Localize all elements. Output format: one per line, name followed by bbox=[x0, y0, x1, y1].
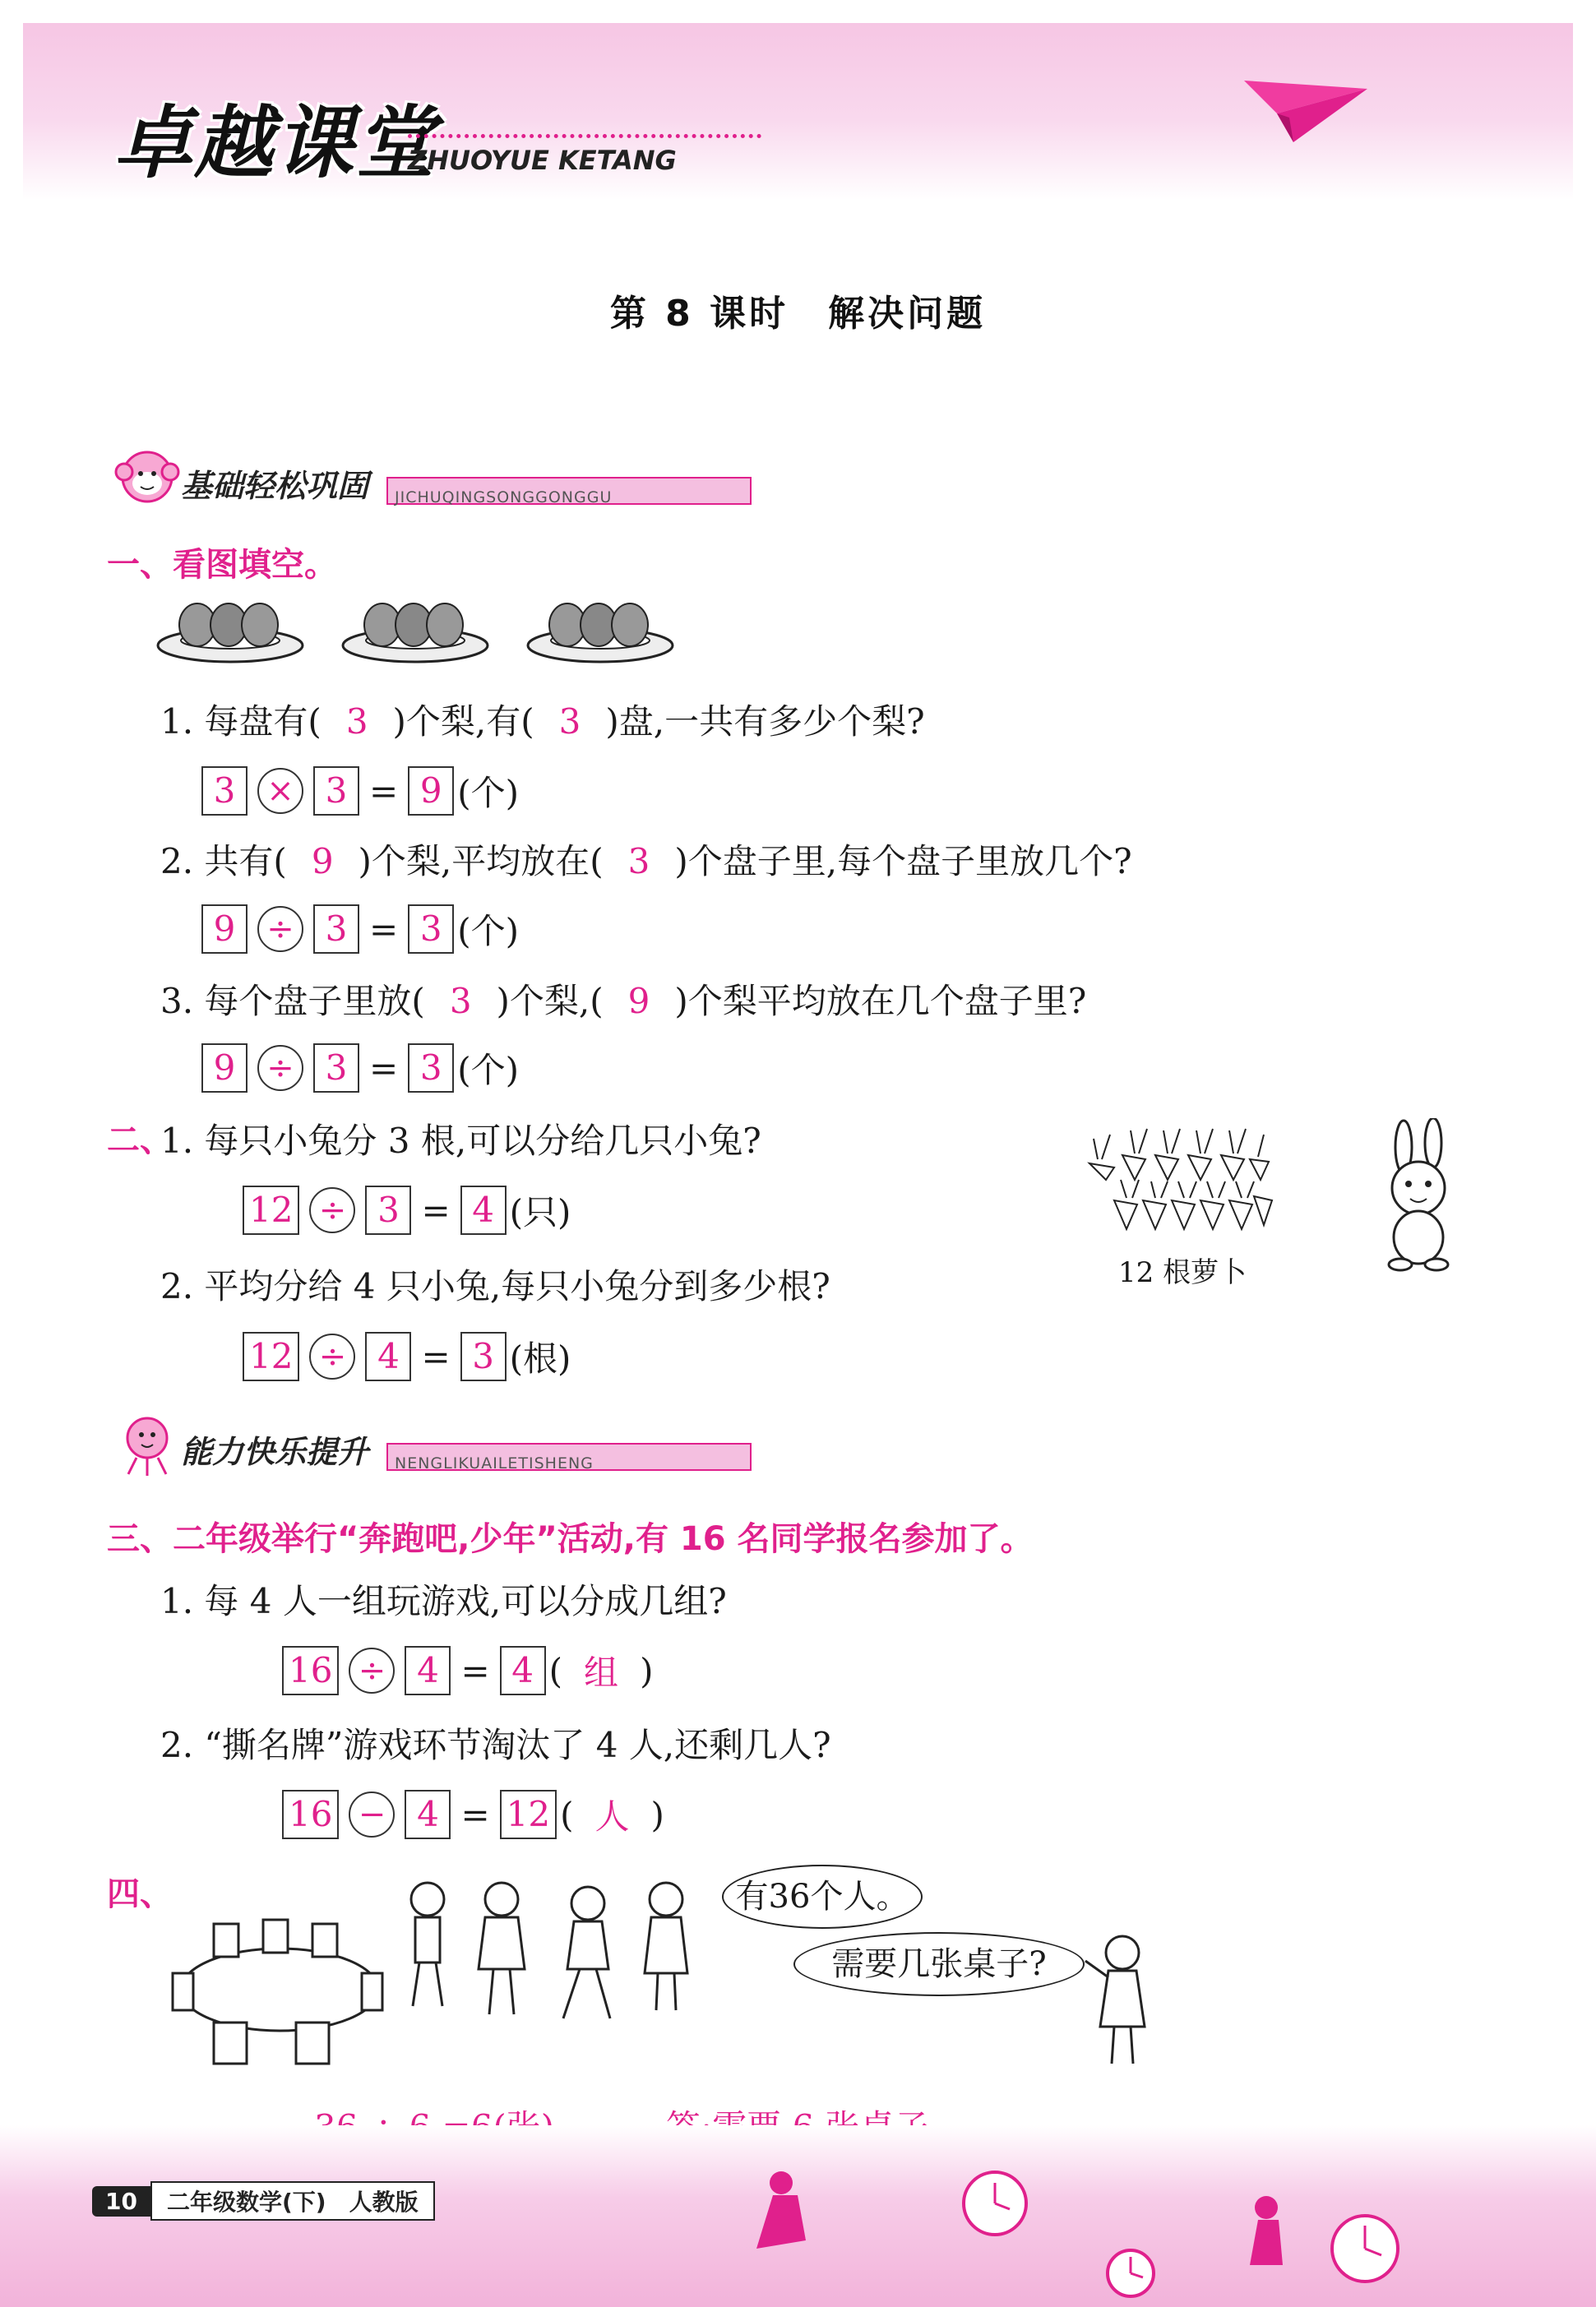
section-basic-header bbox=[107, 452, 765, 510]
answer-box: 4 bbox=[460, 1186, 507, 1235]
unit-answer: 组 bbox=[584, 1653, 619, 1693]
footer-decoration-image bbox=[724, 2158, 1480, 2298]
girl-image bbox=[1077, 1928, 1168, 2068]
answer-box: 9 bbox=[201, 1043, 247, 1093]
equals-sign: = bbox=[421, 1336, 451, 1377]
carrots-caption: 12 根萝卜 bbox=[1118, 1256, 1247, 1289]
answer-box: 3 bbox=[313, 904, 359, 954]
answer-box: 12 bbox=[500, 1790, 557, 1839]
section-title: 能力快乐提升 bbox=[181, 1434, 369, 1470]
answer-value: 3 bbox=[345, 701, 368, 742]
answer-box: 16 bbox=[282, 1646, 339, 1695]
logo-subtitle: ZHUOYUE KETANG bbox=[408, 145, 677, 176]
q1-part2-text: 2. 共有( 9 )个梨,平均放在( 3 )个盘子里,每个盘子里放几个? bbox=[160, 841, 1132, 881]
unit-label: (个) bbox=[457, 773, 519, 813]
answer-box: 4 bbox=[365, 1332, 411, 1381]
answer-value: 3 bbox=[558, 701, 581, 742]
lesson-title: 第 8 课时 解决问题 bbox=[609, 293, 987, 335]
answer-box: 4 bbox=[405, 1790, 451, 1839]
pears-on-plates-image bbox=[156, 588, 682, 678]
section-pinyin: NENGLIKUAILETISHENG bbox=[395, 1454, 594, 1473]
answer-box: 3 bbox=[408, 904, 454, 954]
unit-label: (个) bbox=[457, 911, 519, 951]
answer-box: 9 bbox=[408, 766, 454, 816]
answer-box: 3 bbox=[201, 766, 247, 816]
table-with-chairs-image bbox=[164, 1907, 395, 2072]
q2-equation-2 bbox=[243, 1330, 571, 1383]
answer-box: 4 bbox=[500, 1646, 546, 1695]
answer-box: 12 bbox=[243, 1186, 299, 1235]
operator-circle: ÷ bbox=[349, 1648, 395, 1694]
logo: 卓越课堂 bbox=[113, 97, 436, 189]
answer-box: 3 bbox=[365, 1186, 411, 1235]
question-3-heading: 三、二年级举行“奔跑吧,少年”活动,有 16 名同学报名参加了。 bbox=[107, 1520, 1034, 1558]
answer-box: 3 bbox=[408, 1043, 454, 1093]
question-1-heading: 一、看图填空。 bbox=[107, 546, 337, 584]
answer-value: 9 bbox=[311, 841, 334, 881]
q1-part1-text: 1. 每盘有( 3 )个梨,有( 3 )盘,一共有多少个梨? bbox=[160, 701, 925, 742]
operator-circle: × bbox=[257, 768, 303, 814]
q3-equation-1: 16 ÷ 4 = 4 ( 组 ) bbox=[282, 1644, 653, 1697]
logo-divider bbox=[408, 134, 761, 138]
q2-part1-text: 1. 每只小兔分 3 根,可以分给几只小兔? bbox=[160, 1121, 761, 1161]
equals-sign: = bbox=[369, 908, 399, 950]
unit-label: (只) bbox=[509, 1192, 571, 1232]
answer-box: 16 bbox=[282, 1790, 339, 1839]
section-title: 基础轻松巩固 bbox=[181, 468, 369, 504]
q1-equation-3 bbox=[201, 1042, 519, 1094]
children-image bbox=[395, 1875, 707, 2039]
answer-box: 4 bbox=[405, 1646, 451, 1695]
operator-circle: ÷ bbox=[309, 1187, 355, 1233]
section-pinyin: JICHUQINGSONGGONGGU bbox=[395, 488, 613, 506]
q1-equation-2 bbox=[201, 903, 519, 955]
speech-bubble: 有36个人。 bbox=[722, 1865, 923, 1929]
carrots-image bbox=[1081, 1122, 1279, 1241]
q1-equation-1 bbox=[201, 765, 519, 817]
answer-box: 9 bbox=[201, 904, 247, 954]
monkey-icon bbox=[112, 1410, 183, 1476]
answer-box: 12 bbox=[243, 1332, 299, 1381]
monkey-icon bbox=[112, 444, 183, 510]
section-ability-header bbox=[107, 1418, 765, 1476]
answer-value: 3 bbox=[627, 841, 650, 881]
q2-equation-1 bbox=[243, 1184, 571, 1237]
page-info bbox=[92, 2183, 435, 2219]
equals-sign: = bbox=[460, 1650, 490, 1691]
equals-sign: = bbox=[421, 1190, 451, 1231]
question-4-heading: 四、 bbox=[107, 1875, 173, 1913]
speech-bubble: 需要几张桌子? bbox=[793, 1932, 1085, 1996]
book-title: 二年级数学(下) 人教版 bbox=[150, 2181, 435, 2221]
equals-sign: = bbox=[460, 1794, 490, 1835]
q3-part1-text: 1. 每 4 人一组玩游戏,可以分成几组? bbox=[160, 1581, 727, 1621]
operator-circle: ÷ bbox=[309, 1334, 355, 1380]
q3-equation-2: 16 − 4 = 12 ( 人 ) bbox=[282, 1788, 664, 1841]
unit-label: (个) bbox=[457, 1050, 519, 1090]
equals-sign: = bbox=[369, 1047, 399, 1089]
answer-value: 9 bbox=[627, 981, 650, 1021]
q3-part2-text: 2. “撕名牌”游戏环节淘汰了 4 人,还剩几人? bbox=[160, 1725, 831, 1765]
equals-sign: = bbox=[369, 770, 399, 811]
question-2-heading: 二、 bbox=[107, 1121, 173, 1159]
paper-plane-icon bbox=[1244, 72, 1367, 146]
unit-answer: 人 bbox=[594, 1796, 630, 1837]
unit-label: (根) bbox=[509, 1338, 571, 1379]
operator-circle: ÷ bbox=[257, 906, 303, 952]
operator-circle: − bbox=[349, 1792, 395, 1838]
q2-part2-text: 2. 平均分给 4 只小兔,每只小兔分到多少根? bbox=[160, 1266, 830, 1306]
answer-box: 3 bbox=[313, 1043, 359, 1093]
answer-value: 3 bbox=[449, 981, 472, 1021]
page-number: 10 bbox=[92, 2186, 150, 2217]
page-header bbox=[23, 23, 1573, 200]
q1-part3-text: 3. 每个盘子里放( 3 )个梨,( 9 )个梨平均放在几个盘子里? bbox=[160, 981, 1087, 1021]
answer-box: 3 bbox=[313, 766, 359, 816]
answer-box: 3 bbox=[460, 1332, 507, 1381]
operator-circle: ÷ bbox=[257, 1045, 303, 1091]
rabbit-image bbox=[1369, 1118, 1468, 1274]
